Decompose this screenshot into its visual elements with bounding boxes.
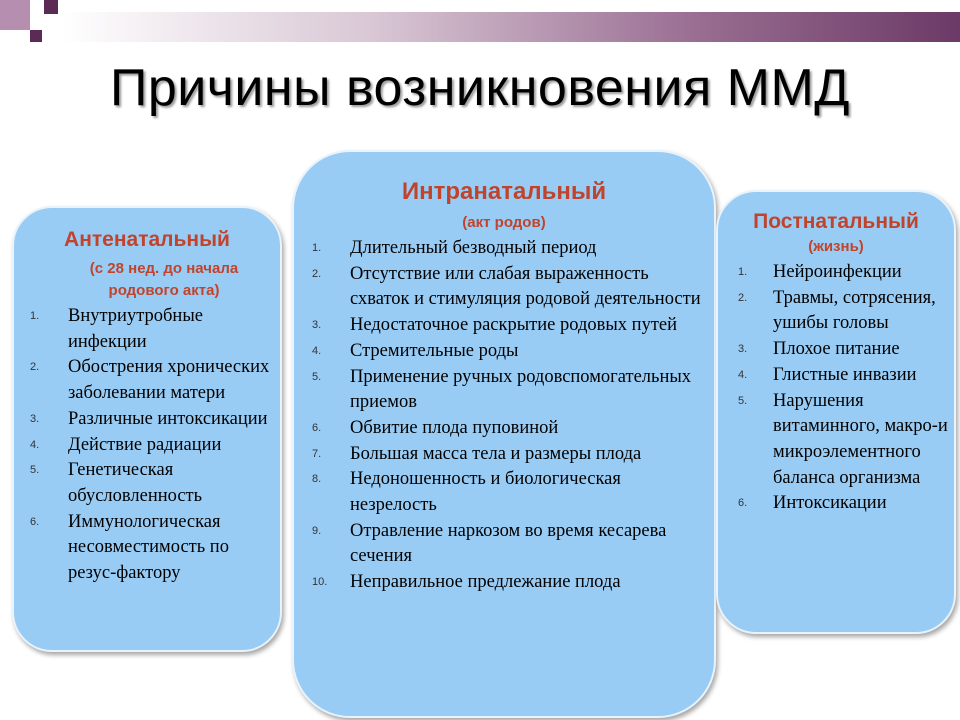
decorative-square (10, 44, 22, 56)
list-item-text: Отсутствие или слабая выраженность схваток и стимуляция родовой деятельности (350, 263, 701, 310)
list-item (14, 510, 272, 587)
intranatal-card (292, 150, 716, 718)
list-item-number: 4. (738, 368, 748, 381)
list-item-text: Большая масса тела и размеры плода (350, 443, 642, 464)
list-item-text: Генетическая обусловленность (68, 460, 203, 506)
list-item (294, 339, 704, 365)
list-item (14, 304, 272, 355)
list-item-number: 6. (30, 515, 40, 528)
list-item-number: 3. (738, 343, 748, 356)
postnatal-subtitle: (жизнь) (808, 238, 864, 255)
list-item-text: Неправильное предлежание плода (350, 572, 621, 593)
list-item-text: Недоношенность и биологическая незрелость (350, 469, 621, 516)
list-item (294, 313, 704, 339)
list-item-text: Травмы, сотрясения, ушибы головы (773, 287, 936, 334)
list-item (294, 416, 704, 442)
list-item-number: 1. (738, 266, 748, 278)
list-item-text: Плохое питание (773, 339, 900, 360)
list-item (718, 286, 948, 337)
list-item-text: Недостаточное раскрытие родовых путей (350, 315, 678, 336)
postnatal-card (716, 190, 956, 634)
list-item-text: Интоксикации (773, 493, 887, 514)
list-item-text: Нарушения витаминного, макро-и микроэлементного баланса организма (773, 390, 948, 488)
list-item-number: 6. (312, 421, 322, 434)
list-item (718, 337, 948, 363)
intranatal-title: Интранатальный (401, 178, 607, 205)
intranatal-cause-list (294, 236, 704, 596)
list-item (14, 458, 272, 509)
postnatal-cause-list (718, 260, 948, 517)
list-item-text: Различные интоксикации (68, 408, 268, 429)
list-item-text: Длительный безводный период (350, 238, 597, 258)
list-item (14, 433, 272, 459)
list-item (14, 355, 272, 406)
list-item-text: Внутриутробные инфекции (68, 306, 203, 352)
list-item (718, 389, 948, 492)
list-item (14, 407, 272, 433)
decorative-header-bar (62, 12, 960, 42)
list-item-text: Применение ручных родовспомогательных приемов (350, 366, 692, 413)
list-item-number: 2. (738, 291, 748, 304)
list-item (294, 570, 704, 596)
list-item-text: Стремительные роды (350, 340, 519, 361)
antenatal-subtitle: (с 28 нед. до начала родового акта) (89, 260, 239, 299)
list-item-number: 10. (312, 576, 328, 589)
list-item-number: 2. (312, 267, 322, 280)
list-item-number: 4. (30, 438, 40, 451)
list-item (718, 260, 948, 286)
list-item-number: 5. (30, 464, 40, 477)
list-item-number: 1. (30, 310, 40, 322)
list-item-number: 3. (30, 412, 40, 425)
list-item-number: 5. (312, 370, 322, 383)
antenatal-title: Антенатальный (64, 228, 230, 251)
decorative-square (30, 30, 42, 42)
list-item-text: Глистные инвазии (773, 364, 917, 385)
list-item (294, 236, 704, 262)
decorative-square (0, 0, 30, 30)
list-item (718, 491, 948, 517)
list-item-number: 6. (738, 497, 748, 510)
list-item (294, 262, 704, 313)
list-item-number: 1. (312, 242, 322, 254)
list-item-number: 3. (312, 319, 322, 332)
list-item (294, 365, 704, 416)
list-item-text: Действие радиации (68, 434, 222, 455)
list-item (294, 467, 704, 518)
list-item (718, 363, 948, 389)
list-item-text: Нейроинфекции (773, 262, 902, 282)
list-item-number: 8. (312, 473, 322, 486)
list-item-text: Обвитие плода пуповиной (350, 417, 559, 438)
list-item-text: Обострения хронических заболевании матери (68, 357, 270, 404)
intranatal-subtitle: (акт родов) (462, 214, 546, 231)
postnatal-title: Постнатальный (753, 210, 919, 233)
decorative-square (44, 0, 58, 14)
list-item-number: 2. (30, 361, 40, 374)
list-item (294, 519, 704, 570)
list-item-number: 5. (738, 394, 748, 407)
antenatal-card (12, 206, 282, 652)
list-item-text: Иммунологическая несовместимость по резус-фактору (68, 511, 229, 584)
list-item-number: 9. (312, 524, 322, 537)
list-item-number: 4. (312, 344, 322, 357)
list-item-number: 7. (312, 447, 322, 460)
slide-title: Причины возникновения ММД (109, 59, 851, 117)
antenatal-cause-list (14, 304, 272, 587)
list-item-text: Отравление наркозом во время кесарева сечения (350, 520, 667, 567)
list-item (294, 442, 704, 468)
